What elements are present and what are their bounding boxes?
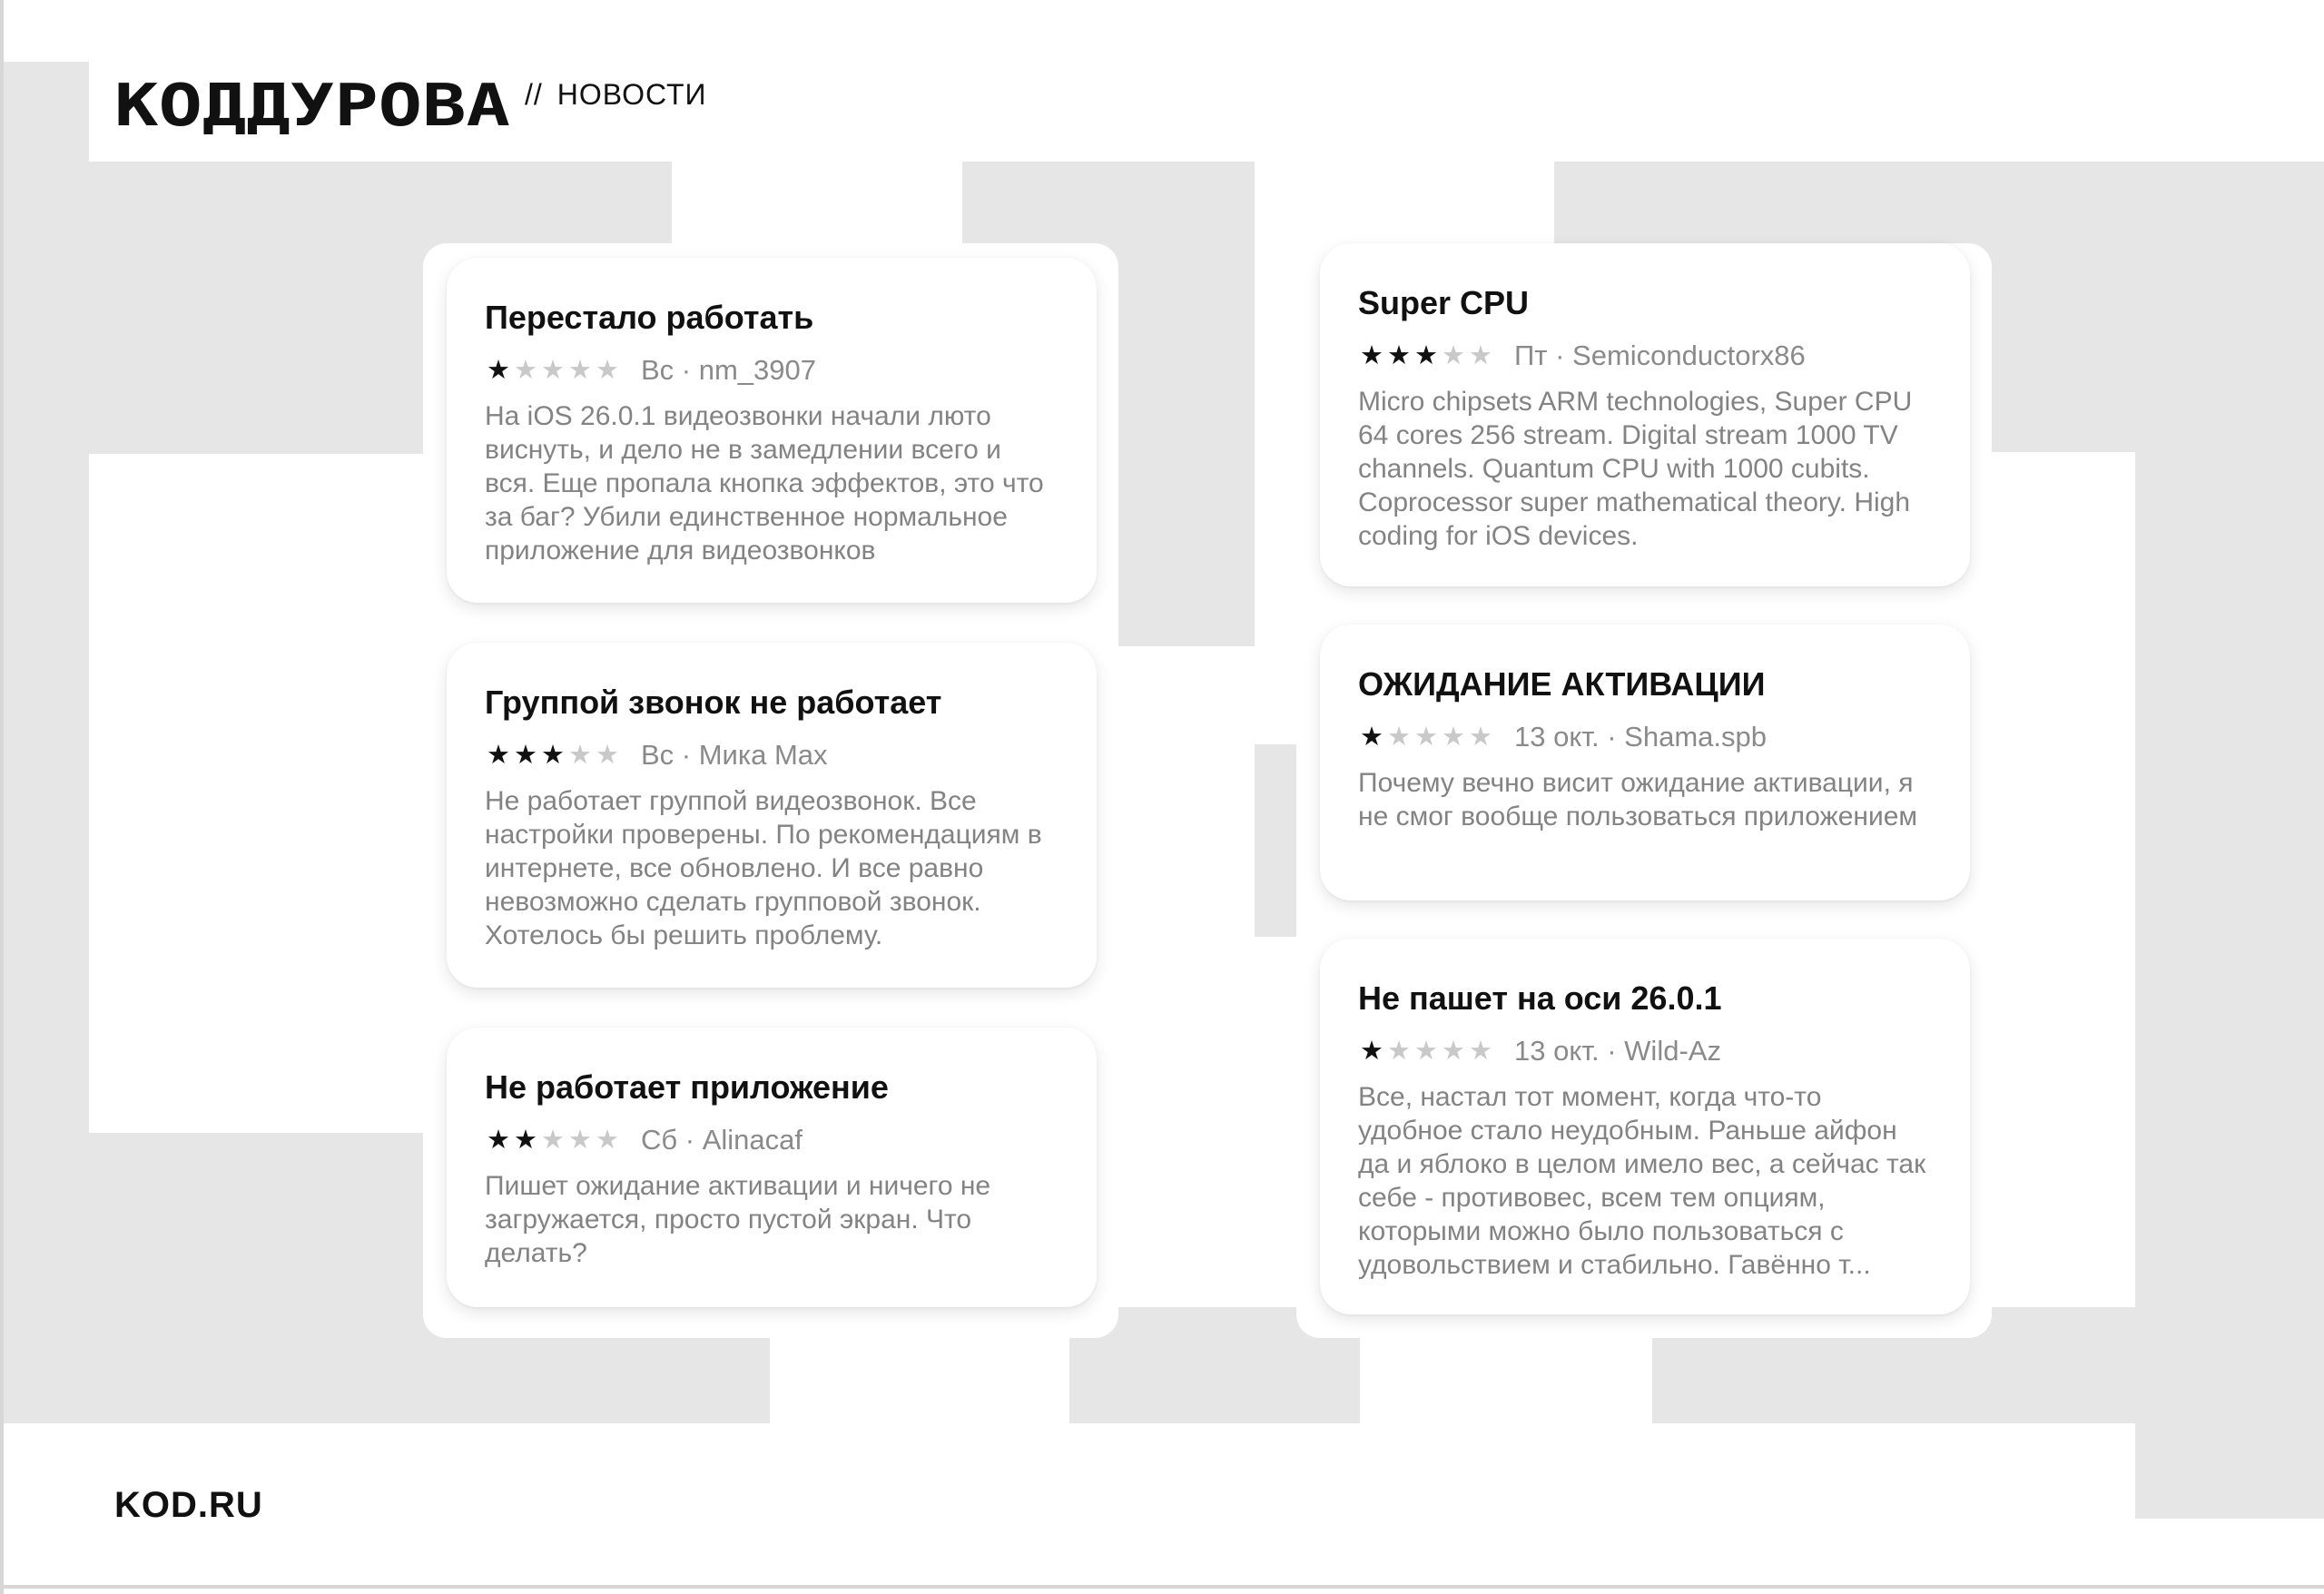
star-empty-icon: ★ bbox=[1414, 722, 1438, 752]
review-text: Почему вечно висит ожидание активации, я не смог вообще пользоваться приложением bbox=[1358, 768, 1918, 831]
review-title: Перестало работать bbox=[485, 299, 814, 336]
review-card[interactable] bbox=[1320, 243, 1970, 586]
review-meta-row bbox=[485, 350, 1059, 390]
review-meta: Пт · Semiconductorx86 bbox=[1514, 339, 1806, 371]
star-empty-icon: ★ bbox=[568, 1125, 592, 1155]
logo-text: КОДДУРОВА bbox=[114, 73, 510, 136]
review-title: Super CPU bbox=[1358, 284, 1530, 321]
review-text: Пишет ожидание активации и ничего не загружается, просто пустой экран. Что делать? bbox=[485, 1171, 991, 1268]
review-meta: Вс · Мика Max bbox=[641, 739, 828, 771]
review-title: Группой звонок не работает bbox=[485, 684, 942, 721]
section-label[interactable] bbox=[525, 78, 707, 112]
star-empty-icon: ★ bbox=[1442, 1036, 1465, 1066]
star-rating bbox=[485, 740, 621, 770]
star-rating bbox=[1358, 340, 1494, 370]
star-filled-icon: ★ bbox=[514, 1125, 537, 1155]
star-empty-icon: ★ bbox=[1469, 1036, 1492, 1066]
star-empty-icon: ★ bbox=[596, 355, 619, 385]
star-empty-icon: ★ bbox=[596, 740, 619, 770]
review-meta-row bbox=[485, 1120, 1059, 1160]
review-text: Все, настал тот момент, когда что-то удобное стало неудобным. Раньше айфон да и яблоко в целом имело вес, а сейчас так себе - противовес, всем тем опциям, которыми можно было пользоваться с удовольствием и стабильно. Гавённо т... bbox=[1358, 1082, 1926, 1280]
star-empty-icon: ★ bbox=[1387, 722, 1411, 752]
star-filled-icon: ★ bbox=[514, 740, 537, 770]
review-meta: 13 окт. · Shama.spb bbox=[1514, 721, 1767, 753]
background-pattern bbox=[1118, 454, 1255, 646]
star-empty-icon: ★ bbox=[596, 1125, 619, 1155]
star-rating bbox=[1358, 724, 1494, 751]
review-card[interactable] bbox=[447, 258, 1097, 603]
frame-border bbox=[0, 1585, 2324, 1589]
star-filled-icon: ★ bbox=[1387, 340, 1411, 370]
section-title: НОВОСТИ bbox=[556, 78, 707, 111]
star-filled-icon: ★ bbox=[1360, 722, 1384, 752]
review-meta-row bbox=[1358, 1031, 1932, 1071]
review-text: Не работает группой видеозвонок. Все настройки проверены. По рекомендациям в интернете, все обновлено. И все равно невозможно сделать групповой звонок. Хотелось бы решить проблему. bbox=[485, 786, 1042, 950]
review-meta-row bbox=[1358, 336, 1932, 376]
star-filled-icon: ★ bbox=[487, 740, 510, 770]
star-filled-icon: ★ bbox=[1360, 1036, 1384, 1066]
star-filled-icon: ★ bbox=[487, 1125, 510, 1155]
star-empty-icon: ★ bbox=[541, 355, 565, 385]
star-filled-icon: ★ bbox=[1414, 340, 1438, 370]
star-empty-icon: ★ bbox=[1414, 1036, 1438, 1066]
logo[interactable] bbox=[114, 73, 514, 136]
review-meta: Сб · Alinacaf bbox=[641, 1124, 803, 1156]
review-text: Micro chipsets ARM technologies, Super CPU 64 cores 256 stream. Digital stream 1000 TV channels. Quantum CPU with 1000 cubits. Coprocessor super mathematical theory. High coding for iOS devices. bbox=[1358, 387, 1913, 551]
review-meta: Вс · nm_3907 bbox=[641, 354, 816, 386]
star-empty-icon: ★ bbox=[568, 355, 592, 385]
review-card[interactable] bbox=[447, 1028, 1097, 1307]
star-empty-icon: ★ bbox=[541, 1125, 565, 1155]
star-rating bbox=[485, 355, 621, 385]
review-title: Не пашет на оси 26.0.1 bbox=[1358, 979, 1722, 1017]
star-rating bbox=[485, 1127, 621, 1154]
review-text: На iOS 26.0.1 видеозвонки начали люто виснуть, и дело не в замедлении всего и вся. Еще пропала кнопка эффектов, это что за баг? Убили единственное нормальное приложение для видеозвонков bbox=[485, 401, 1044, 566]
review-meta-row bbox=[1358, 717, 1932, 757]
star-empty-icon: ★ bbox=[514, 355, 537, 385]
star-empty-icon: ★ bbox=[568, 740, 592, 770]
frame-border bbox=[0, 0, 4, 1594]
background-pattern bbox=[4, 62, 89, 1423]
review-meta: 13 окт. · Wild-Az bbox=[1514, 1035, 1721, 1067]
background-pattern bbox=[2135, 452, 2324, 1519]
star-empty-icon: ★ bbox=[1469, 722, 1492, 752]
star-filled-icon: ★ bbox=[541, 740, 565, 770]
star-empty-icon: ★ bbox=[1442, 722, 1465, 752]
star-empty-icon: ★ bbox=[1469, 340, 1492, 370]
review-title: ОЖИДАНИЕ АКТИВАЦИИ bbox=[1358, 665, 1766, 703]
star-filled-icon: ★ bbox=[487, 355, 510, 385]
site-url[interactable]: KOD.RU bbox=[114, 1485, 263, 1525]
star-rating bbox=[1358, 1038, 1494, 1065]
review-card[interactable] bbox=[1320, 939, 1970, 1314]
review-meta-row bbox=[485, 735, 1059, 775]
review-card[interactable] bbox=[1320, 625, 1970, 900]
review-title: Не работает приложение bbox=[485, 1068, 889, 1106]
star-filled-icon: ★ bbox=[1360, 340, 1384, 370]
star-empty-icon: ★ bbox=[1442, 340, 1465, 370]
star-empty-icon: ★ bbox=[1387, 1036, 1411, 1066]
review-card[interactable] bbox=[447, 643, 1097, 988]
separator: // bbox=[525, 78, 543, 111]
